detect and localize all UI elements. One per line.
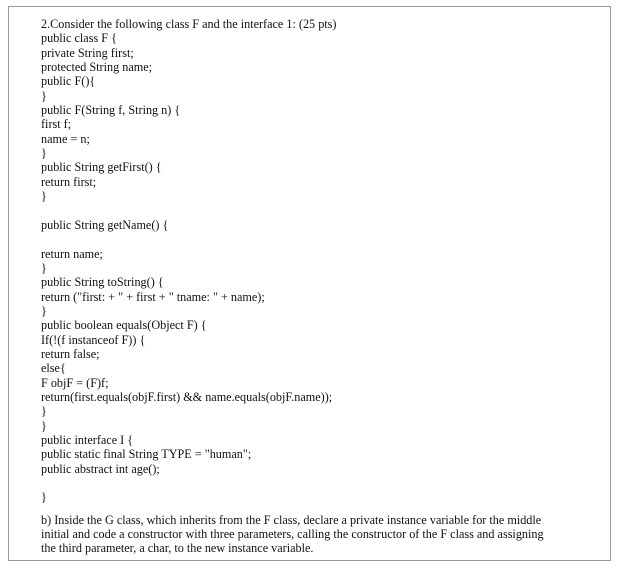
code-line: public F(String f, String n) { (41, 103, 181, 118)
code-line: first f; (41, 117, 72, 132)
code-line: name = n; (41, 131, 90, 146)
code-line: } (41, 146, 47, 161)
code-line: return ("first: + " + first + " tname: " + name); (41, 289, 265, 304)
code-line: If(!(f instanceof F)) { (41, 332, 146, 347)
blank-line (41, 476, 601, 490)
code-line: } (41, 404, 47, 419)
code-line: public F(){ (41, 74, 96, 89)
code-line: F objF = (F)f; (41, 375, 109, 390)
code-line: } (41, 490, 47, 505)
code-line: public abstract int age(); (41, 461, 160, 476)
code-line: return first; (41, 174, 97, 189)
code-line: public static final String TYPE = "human"; (41, 447, 252, 462)
code-line: else{ (41, 361, 66, 376)
blank-line (41, 203, 601, 217)
code-line: public interface I { (41, 432, 134, 447)
code-line: public String toString() { (41, 275, 164, 290)
code-line: return(first.equals(objF.first) && name.equals(objF.name)); (41, 389, 333, 404)
blank-line (41, 232, 601, 246)
code-line: } (41, 418, 47, 433)
part-b-prompt: b) Inside the G class, which inherits from the F class, declare a private instance variable for the middle initial and code a constructor with three parameters, calling the constructor of the F class and assigning the third parameter, a char, to the new instance variable. (41, 512, 544, 556)
code-line: } (41, 303, 47, 318)
code-line: public String getFirst() { (41, 160, 162, 175)
code-line: } (41, 189, 47, 204)
code-line: private String first; (41, 45, 134, 60)
document-frame (8, 6, 611, 561)
code-line: } (41, 88, 47, 103)
code-line: return name; (41, 246, 103, 261)
code-line: public class F { (41, 31, 117, 46)
code-line: } (41, 260, 47, 275)
code-line: return false; (41, 346, 100, 361)
code-line: public boolean equals(Object F) { (41, 318, 207, 333)
code-line: protected String name; (41, 60, 153, 75)
code-line: public String getName() { (41, 217, 169, 232)
spacer (41, 505, 601, 513)
question-content (41, 17, 601, 556)
question-heading: 2.Consider the following class F and the interface 1: (25 pts) (41, 17, 337, 31)
